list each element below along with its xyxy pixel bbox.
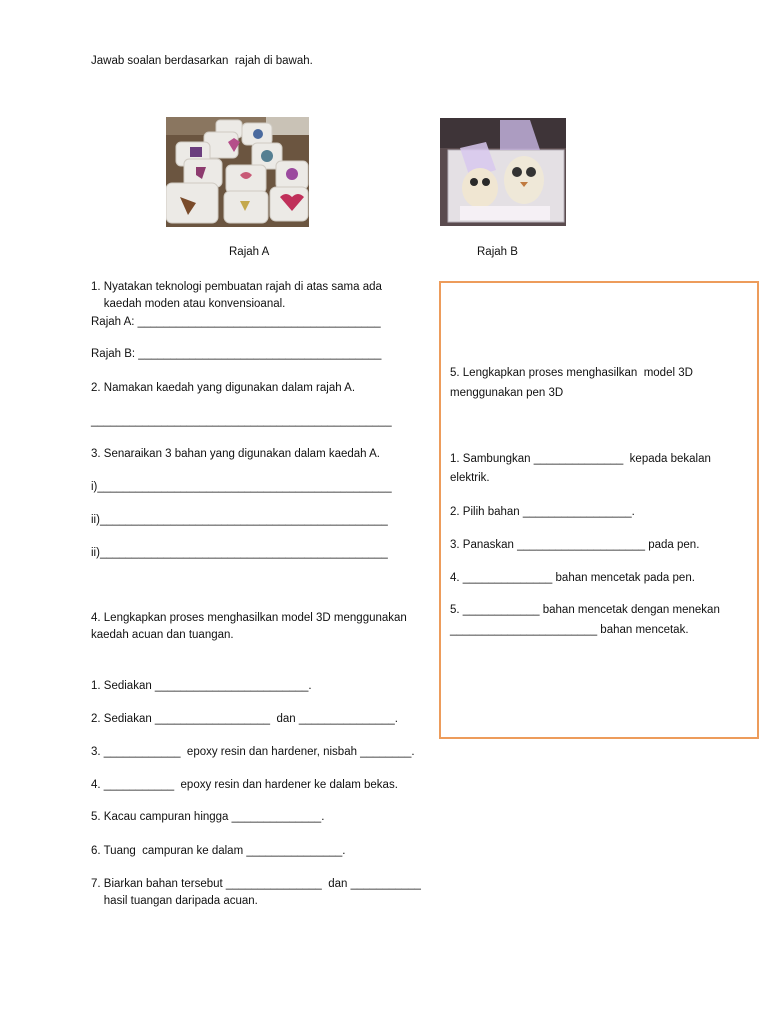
q1-text-line1: 1. Nyatakan teknologi pembuatan rajah di atas sama ada	[91, 281, 382, 293]
q5-step-4: 4. ______________ bahan mencetak pada pen.	[450, 572, 695, 584]
q4-text-line2: kaedah acuan dan tuangan.	[91, 629, 234, 641]
q5-text-line1: 5. Lengkapkan proses menghasilkan model 3D	[450, 367, 693, 379]
q4-step-3: 3. ____________ epoxy resin dan hardener, nisbah ________.	[91, 746, 415, 758]
q1-rajah-b-answer: Rajah B: ______________________________________	[91, 348, 382, 360]
q2-text: 2. Namakan kaedah yang digunakan dalam rajah A.	[91, 382, 356, 394]
q5-step-2: 2. Pilih bahan _________________.	[450, 506, 635, 518]
q4-step-1: 1. Sediakan ________________________.	[91, 680, 312, 692]
q4-step-2: 2. Sediakan __________________ dan _______________.	[91, 713, 398, 725]
figure-b-caption: Rajah B	[477, 246, 518, 258]
q5-step-5: 5. ____________ bahan mencetak dengan menekan	[450, 604, 720, 616]
q1-rajah-a-answer: Rajah A: ______________________________________	[91, 316, 381, 328]
q4-step-4: 4. ___________ epoxy resin dan hardener ke dalam bekas.	[91, 779, 398, 791]
figure-a-photo	[166, 117, 309, 227]
figure-b-photo	[440, 118, 566, 226]
q4-step-6: 6. Tuang campuran ke dalam _______________.	[91, 845, 346, 857]
q5-step-3: 3. Panaskan ____________________ pada pen.	[450, 539, 700, 551]
q5-step-1: 1. Sambungkan ______________ kepada bekalan	[450, 453, 711, 465]
q4-step-7: 7. Biarkan bahan tersebut _______________ dan ___________	[91, 878, 421, 890]
q1-text-line2: kaedah moden atau konvensioanal.	[91, 298, 286, 310]
figure-a-caption: Rajah A	[229, 246, 270, 258]
q2-answer-blank: _______________________________________________	[91, 415, 392, 427]
instruction: Jawab soalan berdasarkan rajah di bawah.	[91, 55, 313, 67]
q5-step-1-line2: elektrik.	[450, 472, 490, 484]
q4-step-5: 5. Kacau campuran hingga ______________.	[91, 811, 325, 823]
q5-step-5-line2: _______________________ bahan mencetak.	[450, 624, 689, 636]
q4-step-7-line2: hasil tuangan daripada acuan.	[91, 895, 258, 907]
q5-text-line2: menggunakan pen 3D	[450, 387, 564, 399]
q3-answer-i: i)______________________________________________	[91, 481, 392, 493]
q3-answer-ii: ii)_____________________________________________	[91, 514, 388, 526]
q4-text-line1: 4. Lengkapkan proses menghasilkan model 3D menggunakan	[91, 612, 407, 624]
q3-text: 3. Senaraikan 3 bahan yang digunakan dalam kaedah A.	[91, 448, 380, 460]
q3-answer-iii: ii)_____________________________________________	[91, 547, 388, 559]
